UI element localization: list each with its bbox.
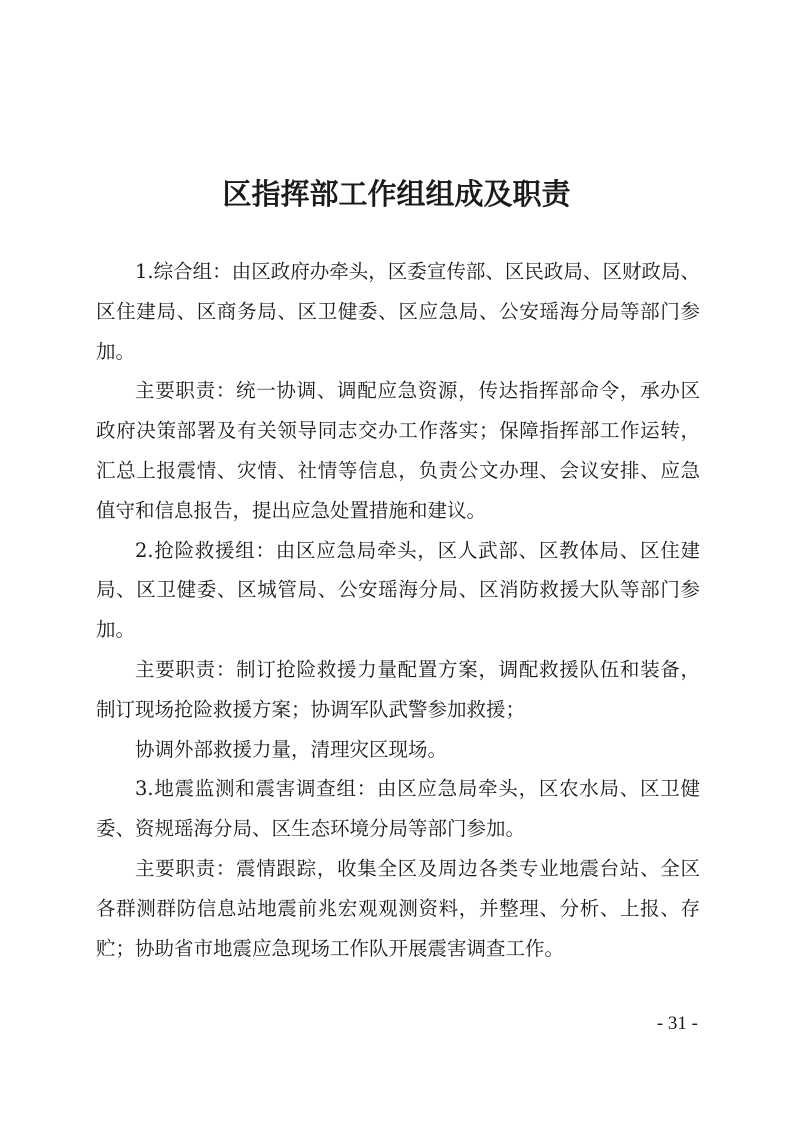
page-title: 区指挥部工作组组成及职责 <box>222 177 571 211</box>
paragraph-group-2-duties: 主要职责：制订抢险救援力量配置方案，调配救援队伍和装备，制订现场抢险救援方案；协调军队武警参加救援； <box>96 657 700 721</box>
document-body <box>96 252 700 968</box>
paragraph-group-3-composition: 3.地震监测和震害调查组：由区应急局牵头，区农水局、区卫健委、资规瑶海分局、区生态环境分局等部门参加。 <box>96 777 700 841</box>
page-number: - 31 - <box>656 1013 698 1034</box>
paragraph-group-1-duties: 主要职责：统一协调、调配应急资源，传达指挥部命令，承办区政府决策部署及有关领导同志交办工作落实；保障指挥部工作运转，汇总上报震情、灾情、社情等信息，负责公文办理、会议安排、应急值守和信息报告，提出应急处置措施和建议。 <box>96 379 700 522</box>
paragraph-group-2-duties-continued: 协调外部救援力量，清理灾区现场。 <box>135 737 448 761</box>
paragraph-group-3-duties: 主要职责：震情跟踪，收集全区及周边各类专业地震台站、全区各群测群防信息站地震前兆宏观观测资料，并整理、分析、上报、存贮；协助省市地震应急现场工作队开展震害调查工作。 <box>96 856 700 960</box>
paragraph-group-2-composition: 2.抢险救援组：由区应急局牵头，区人武部、区教体局、区住建局、区卫健委、区城管局、公安瑶海分局、区消防救援大队等部门参加。 <box>96 538 700 642</box>
paragraph-group-1-composition: 1.综合组：由区政府办牵头，区委宣传部、区民政局、区财政局、区住建局、区商务局、区卫健委、区应急局、公安瑶海分局等部门参加。 <box>96 260 700 363</box>
